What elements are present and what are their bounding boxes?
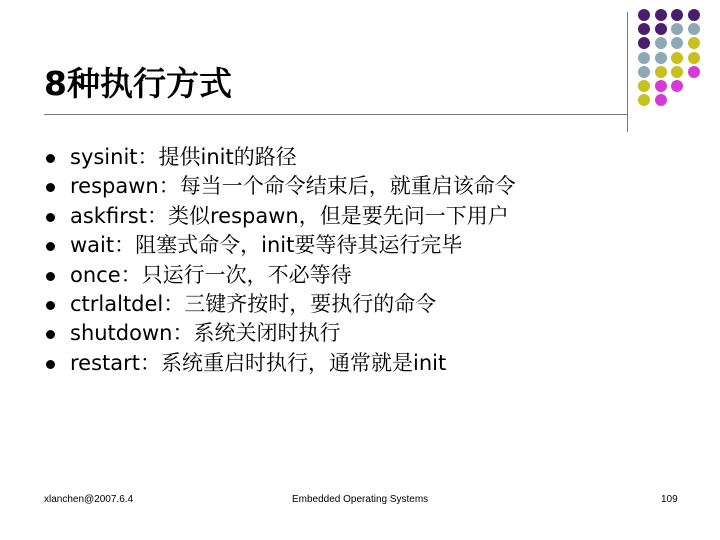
decorative-dot-icon <box>671 52 683 64</box>
decorative-dot-icon <box>638 9 650 21</box>
decorative-dot-icon <box>638 52 650 64</box>
decorative-dot-icon <box>671 80 683 92</box>
decorative-dot-icon <box>655 52 667 64</box>
bullet-text: restart：系统重启时执行，通常就是init <box>70 350 447 375</box>
page-number: 109 <box>661 494 678 505</box>
decorative-dot-icon <box>655 66 667 78</box>
decorative-dot-icon <box>671 66 683 78</box>
bullet-text: once：只运行一次，不必等待 <box>70 262 352 287</box>
bullet-marker-icon <box>46 183 55 192</box>
decorative-dot-icon <box>688 23 700 35</box>
footer-author-date: xlanchen@2007.6.4 <box>44 494 134 505</box>
bullet-marker-icon <box>46 272 55 281</box>
decorative-dot-grid <box>638 9 708 107</box>
decorative-dot-icon <box>688 66 700 78</box>
bullet-text: wait：阻塞式命令，init要等待其运行完毕 <box>70 233 463 258</box>
decorative-dot-icon <box>688 37 700 49</box>
decorative-dot-icon <box>688 9 700 21</box>
bullet-marker-icon <box>46 154 55 163</box>
decorative-dot-icon <box>655 37 667 49</box>
bullet-text: askfirst：类似respawn，但是要先问一下用户 <box>70 203 509 228</box>
decorative-dot-icon <box>638 66 650 78</box>
bullet-text: sysinit：提供init的路径 <box>70 145 297 169</box>
decorative-dot-icon <box>638 37 650 49</box>
footer-course-title: Embedded Operating Systems <box>292 494 429 505</box>
decorative-dot-icon <box>655 23 667 35</box>
bullet-marker-icon <box>46 330 55 339</box>
slide-title: 8种执行方式 <box>44 64 232 103</box>
bullet-marker-icon <box>46 242 55 251</box>
bullet-text: respawn：每当一个命令结束后，就重启该命令 <box>70 174 516 199</box>
decorative-dot-icon <box>655 9 667 21</box>
decorative-dot-icon <box>638 80 650 92</box>
decorative-dot-icon <box>655 80 667 92</box>
bullet-text: ctrlaltdel：三键齐按时，要执行的命令 <box>70 291 437 316</box>
decorative-dot-icon <box>655 94 667 106</box>
decorative-dot-icon <box>671 37 683 49</box>
bullet-marker-icon <box>46 360 55 369</box>
decorative-dot-icon <box>638 23 650 35</box>
decorative-dot-icon <box>671 9 683 21</box>
decorative-dot-icon <box>671 23 683 35</box>
decorative-dot-icon <box>638 94 650 106</box>
bullet-marker-icon <box>46 301 55 310</box>
vertical-divider <box>627 12 628 132</box>
bullet-marker-icon <box>46 213 55 222</box>
decorative-dot-icon <box>688 52 700 64</box>
bullet-text: shutdown：系统关闭时执行 <box>70 321 341 346</box>
title-divider <box>44 114 628 115</box>
